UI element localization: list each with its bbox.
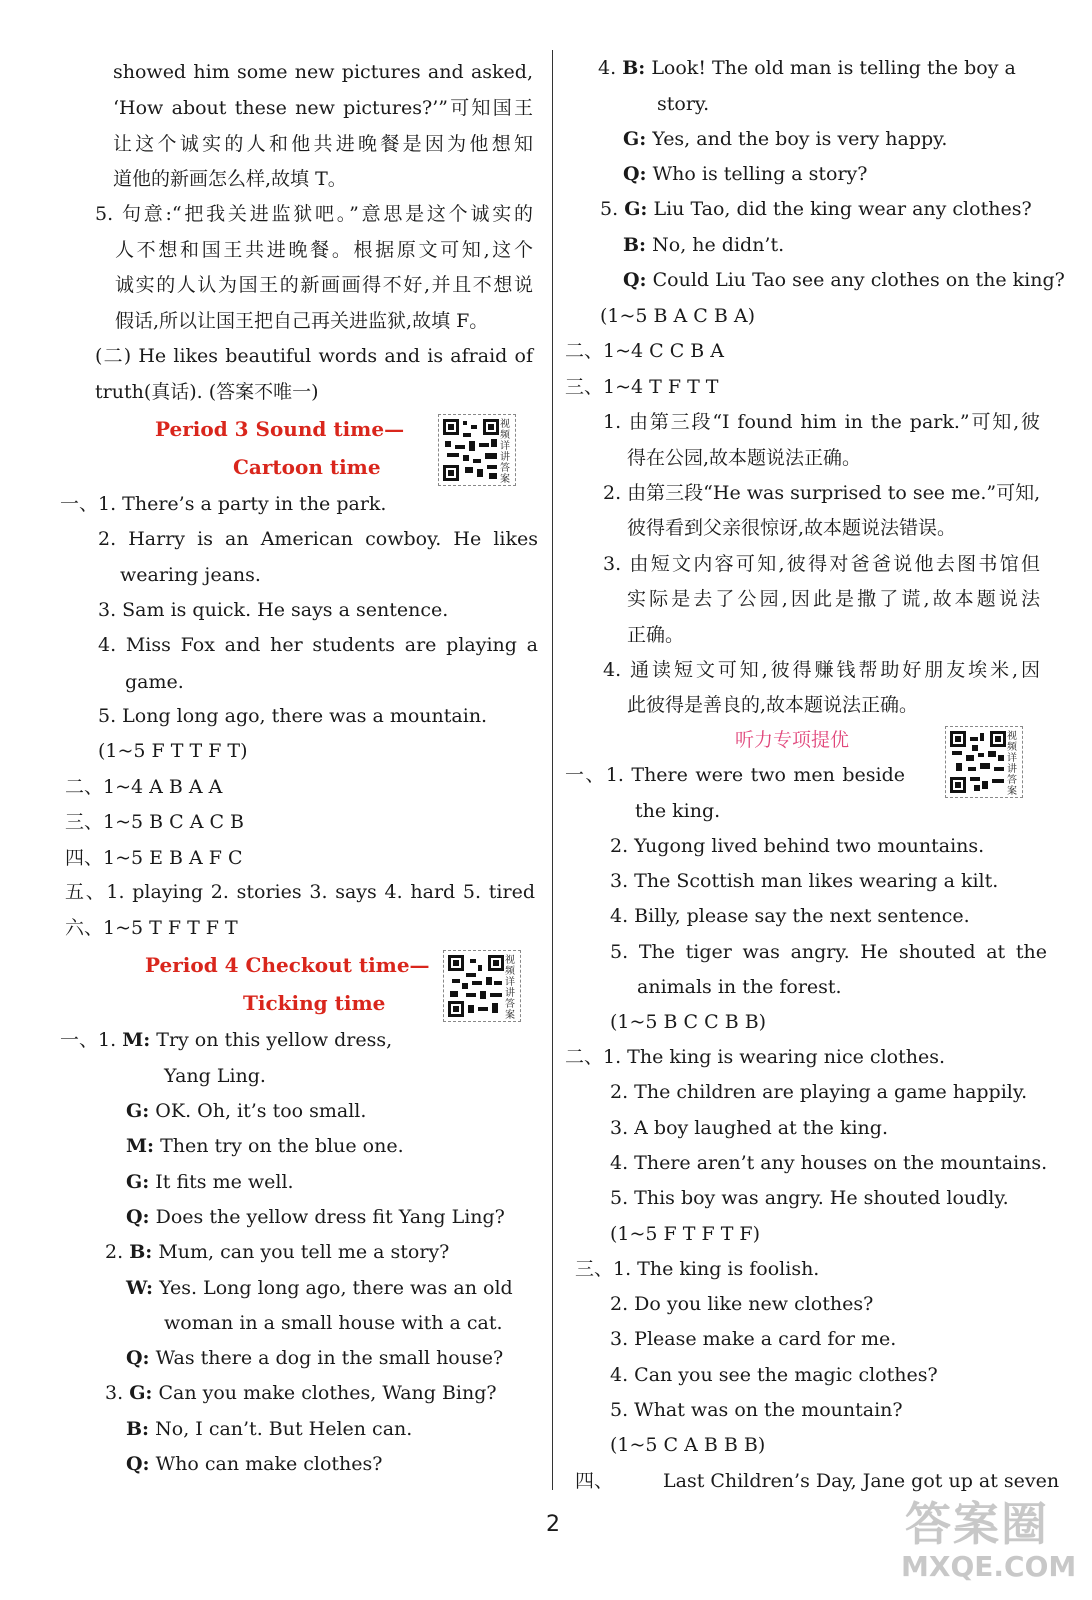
text-line: 4. Miss Fox and her students are playing a [98,634,538,656]
dialogue-line: Q: Was there a dog in the small house? [126,1347,504,1369]
text-line: animals in the forest. [637,976,842,998]
text-line: 彼得看到父亲很惊讶,故本题说法错误。 [627,517,957,539]
text-line: 4. There aren’t any houses on the mountains. [610,1152,1048,1174]
text-line: 诚实的人认为国王的新画画得不好,并且不想说 [115,274,533,296]
dialogue-line: B: No, I can’t. But Helen can. [126,1418,413,1440]
answer-line: 四、1~5 E B A F C [65,847,243,869]
text-line: 得在公园,故本题说法正确。 [627,447,862,469]
text-line: 3. 由短文内容可知,彼得对爸爸说他去图书馆但 [603,553,1040,575]
text-line: 4. 通读短文可知,彼得赚钱帮助好朋友埃米,因 [603,659,1040,681]
dialogue-line: Q: Does the yellow dress fit Yang Ling? [126,1206,505,1228]
text-line: 此彼得是善良的,故本题说法正确。 [627,694,919,716]
dialogue-line: G: OK. Oh, it’s too small. [126,1100,367,1122]
text-line: 四、 Last Children’s Day, Jane got up at seven [575,1470,1060,1492]
answer-line: 三、1~4 T F T T [565,376,719,398]
watermark-text: 答案圈 [905,1497,1049,1551]
text-line: 2. 由第三段“He was surprised to see me.”可知, [603,482,1041,504]
page-number: 2 [546,1512,560,1537]
answer-line: 二、1~4 A B A A [65,776,223,798]
dialogue-line: B: No, he didn’t. [623,234,785,256]
dialogue-line: story. [657,93,710,115]
text-line: game. [125,671,184,693]
dialogue-line: M: Then try on the blue one. [126,1135,404,1157]
answer-line: 二、1~4 C C B A [565,340,725,362]
watermark-url: MXQE.COM [901,1550,1077,1583]
answer-line: (1~5 B C C B B) [610,1011,767,1033]
qr-code-icon[interactable] [443,950,521,1022]
text-line: 一、1. There were two men beside [565,764,905,786]
text-line: 3. The Scottish man likes wearing a kilt. [610,870,999,892]
text-line: 4. Billy, please say the next sentence. [610,905,970,927]
text-line: 2. The children are playing a game happily. [610,1081,1028,1103]
text-line: 3. Please make a card for me. [610,1328,897,1350]
dialogue-line: Q: Who can make clothes? [126,1453,383,1475]
text-line: 人不想和国王共进晚餐。根据原文可知,这个 [115,239,533,261]
text-line: 1. 由第三段“I found him in the park.”可知,彼 [603,411,1040,433]
text-line: 3. Sam is quick. He says a sentence. [98,599,449,621]
text-line: 实际是去了公园,因此是撒了谎,故本题说法 [627,588,1040,610]
qr-label: 视频详讲答案 [505,955,515,1021]
dialogue-line: 一、1. M: Try on this yellow dress, [60,1029,393,1051]
text-line: 5. The tiger was angry. He shouted at the [610,941,1047,963]
text-line: 正确。 [627,624,685,646]
text-line: 3. A boy laughed at the king. [610,1117,888,1139]
text-line: 假话,所以让国王把自己再关进监狱,故填 F。 [115,310,489,332]
text-line: showed him some new pictures and asked, [113,61,533,83]
dialogue-line: 4. B: Look! The old man is telling the boy a [598,57,1016,79]
qr-code-icon[interactable] [945,726,1023,798]
column-divider [552,50,553,1490]
answer-line: (1~5 C A B B B) [610,1434,766,1456]
text-line: truth(真话). (答案不唯一) [95,381,319,403]
dialogue-line: 3. G: Can you make clothes, Wang Bing? [105,1382,497,1404]
watermark-logo [895,1488,1075,1588]
dialogue-line: Yang Ling. [164,1065,266,1087]
dialogue-line: G: Yes, and the boy is very happy. [623,128,948,150]
section-title: Period 4 Checkout time— [145,953,430,977]
text-line: 5. This boy was angry. He shouted loudly. [610,1187,1009,1209]
text-line: 三、1. The king is foolish. [575,1258,820,1280]
dialogue-line: Q: Who is telling a story? [623,163,868,185]
dialogue-line: woman in a small house with a cat. [164,1312,503,1334]
text-line: 2. Yugong lived behind two mountains. [610,835,985,857]
text-line: 让这个诚实的人和他共进晚餐是因为他想知 [113,133,533,155]
text-line: 5. What was on the mountain? [610,1399,903,1421]
text-line: (二) He likes beautiful words and is afraid of [95,345,533,367]
text-line: the king. [635,800,721,822]
dialogue-line: 5. G: Liu Tao, did the king wear any clothes? [600,198,1032,220]
qr-label: 视频详讲答案 [1007,731,1017,797]
text-line: ‘How about these new pictures?’”可知国王 [113,97,533,119]
text-line: 2. Harry is an American cowboy. He likes [98,528,538,550]
section-title: Period 3 Sound time— [155,417,405,441]
text-line: 二、1. The king is wearing nice clothes. [565,1046,945,1068]
text-line: 一、1. There’s a party in the park. [60,493,387,515]
qr-code-icon[interactable] [438,414,516,486]
dialogue-line: 2. B: Mum, can you tell me a story? [105,1241,450,1263]
qr-label: 视频详讲答案 [500,419,510,485]
text-line: 4. Can you see the magic clothes? [610,1364,938,1386]
answer-line: 五、1. playing 2. stories 3. says 4. hard 5. tired [65,881,535,903]
text-line: wearing jeans. [120,564,261,586]
answer-line: (1~5 B A C B A) [600,305,756,327]
section-subtitle: Ticking time [243,991,386,1015]
section-subtitle: Cartoon time [233,455,381,479]
text-line: 2. Do you like new clothes? [610,1293,874,1315]
text-line: 5. 句意:“把我关进监狱吧。”意思是这个诚实的 [95,203,533,225]
answer-line: 六、1~5 T F T F T [65,917,238,939]
dialogue-line: Q: Could Liu Tao see any clothes on the king? [623,269,1065,291]
answer-line: (1~5 F T F T F) [610,1223,761,1245]
dialogue-line: W: Yes. Long long ago, there was an old [126,1277,513,1299]
text-line: 道他的新画怎么样,故填 T。 [113,168,347,190]
text-line: 5. Long long ago, there was a mountain. [98,705,488,727]
answer-line: 三、1~5 B C A C B [65,811,245,833]
answer-line: (1~5 F T T F T) [98,740,248,762]
dialogue-line: G: It fits me well. [126,1171,294,1193]
section-title: 听力专项提优 [735,729,850,751]
